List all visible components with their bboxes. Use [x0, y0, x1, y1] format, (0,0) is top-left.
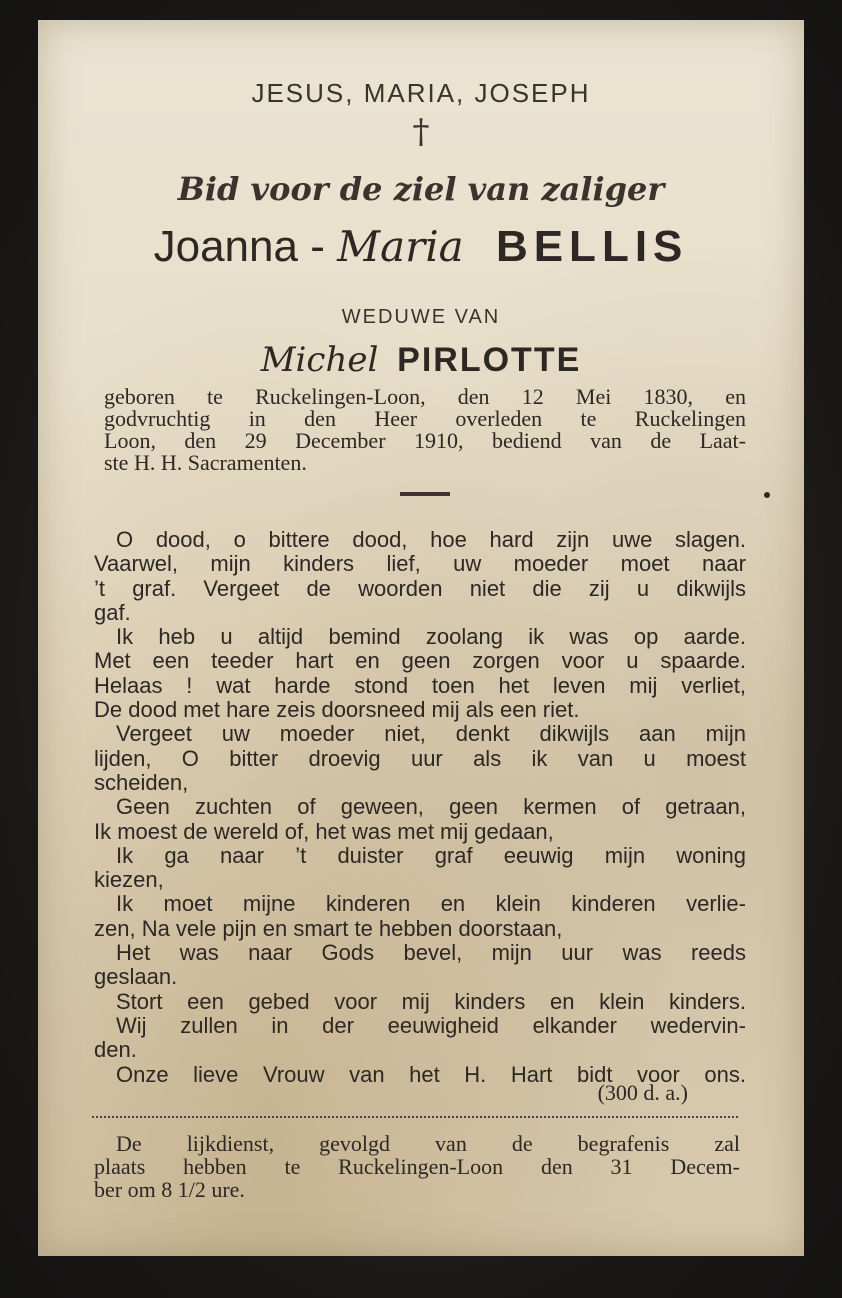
funeral-notice — [94, 1132, 740, 1201]
ink-speck — [764, 492, 770, 498]
bio-line: Loon, den 29 December 1910, bediend van de Laat- — [104, 428, 746, 453]
poem-line: gaf. — [94, 599, 131, 625]
poem-line: zen, Na vele pijn en smart te hebben doorstaan, — [94, 915, 563, 941]
deceased-last-name: BELLIS — [495, 222, 689, 271]
poem-line: Vaarwel, mijn kinders lief, uw moeder moet naar — [94, 551, 746, 577]
poem-line: kiezen, — [94, 867, 164, 893]
poem-line: Wij zullen in der eeuwigheid elkander wedervin- — [116, 1012, 746, 1038]
biography-paragraph — [104, 386, 746, 474]
deceased-name — [38, 222, 804, 272]
bio-line: ste H. H. Sacramenten. — [104, 450, 307, 475]
poem — [94, 528, 746, 1087]
indulgence-note: (300 d. a.) — [597, 1080, 688, 1105]
poem-line: Ik moest de wereld of, het was met mij gedaan, — [94, 818, 554, 844]
prayer-line: Bid voor de ziel van zaliger — [177, 170, 665, 208]
poem-line: Ik moet mijne kinderen en klein kinderen verlie- — [116, 891, 746, 917]
bio-line: geboren te Ruckelingen-Loon, den 12 Mei 1830, en — [104, 384, 746, 409]
poem-line: Vergeet uw moeder niet, denkt dikwijls aan mijn — [116, 721, 746, 747]
funeral-line: ber om 8 1/2 ure. — [94, 1177, 245, 1202]
poem-line: De dood met hare zeis doorsneed mij als een riet. — [94, 697, 580, 723]
husband-last-name: PIRLOTTE — [397, 341, 582, 379]
widow-of-label: WEDUWE VAN — [341, 306, 501, 328]
poem-line: Stort een gebed voor mij kinders en klein kinders. — [116, 988, 746, 1014]
deceased-first-name: Joanna — [153, 222, 298, 271]
memorial-card — [38, 20, 804, 1256]
husband-name — [38, 340, 804, 380]
poem-line: den. — [94, 1037, 137, 1063]
header-invocation: JESUS, MARIA, JOSEPH — [251, 78, 591, 108]
poem-line: Onze lieve Vrouw van het H. Hart bidt voor ons. — [116, 1061, 746, 1087]
poem-line: scheiden, — [94, 769, 189, 795]
husband-first-name: Michel — [260, 340, 379, 380]
poem-line: Ik heb u altijd bemind zoolang ik was op aarde. — [116, 624, 746, 650]
deceased-middle-name: Maria — [337, 222, 464, 271]
funeral-line: De lijkdienst, gevolgd van de begrafenis zal — [116, 1131, 740, 1156]
poem-line: ’t graf. Vergeet de woorden niet die zij u dikwijls — [94, 575, 746, 601]
poem-line: Geen zuchten of geween, geen kermen of getraan, — [116, 794, 746, 820]
dotted-divider — [92, 1116, 738, 1118]
poem-line: O dood, o bittere dood, hoe hard zijn uwe slagen. — [116, 527, 746, 552]
poem-line: lijden, O bitter droevig uur als ik van u moest — [94, 745, 746, 771]
poem-line: Met een teeder hart en geen zorgen voor u spaarde. — [94, 648, 746, 674]
section-divider — [400, 492, 450, 496]
name-dash: - — [310, 222, 325, 271]
cross-icon: † — [412, 112, 430, 152]
poem-line: Het was naar Gods bevel, mijn uur was reeds — [116, 940, 746, 966]
poem-line: geslaan. — [94, 964, 178, 990]
poem-line: Ik ga naar ’t duister graf eeuwig mijn woning — [116, 842, 746, 868]
poem-line: Helaas ! wat harde stond toen het leven mij verliet, — [94, 672, 746, 698]
funeral-line: plaats hebben te Ruckelingen-Loon den 31 Decem- — [94, 1154, 740, 1179]
bio-line: godvruchtig in den Heer overleden te Ruckelingen — [104, 406, 746, 431]
